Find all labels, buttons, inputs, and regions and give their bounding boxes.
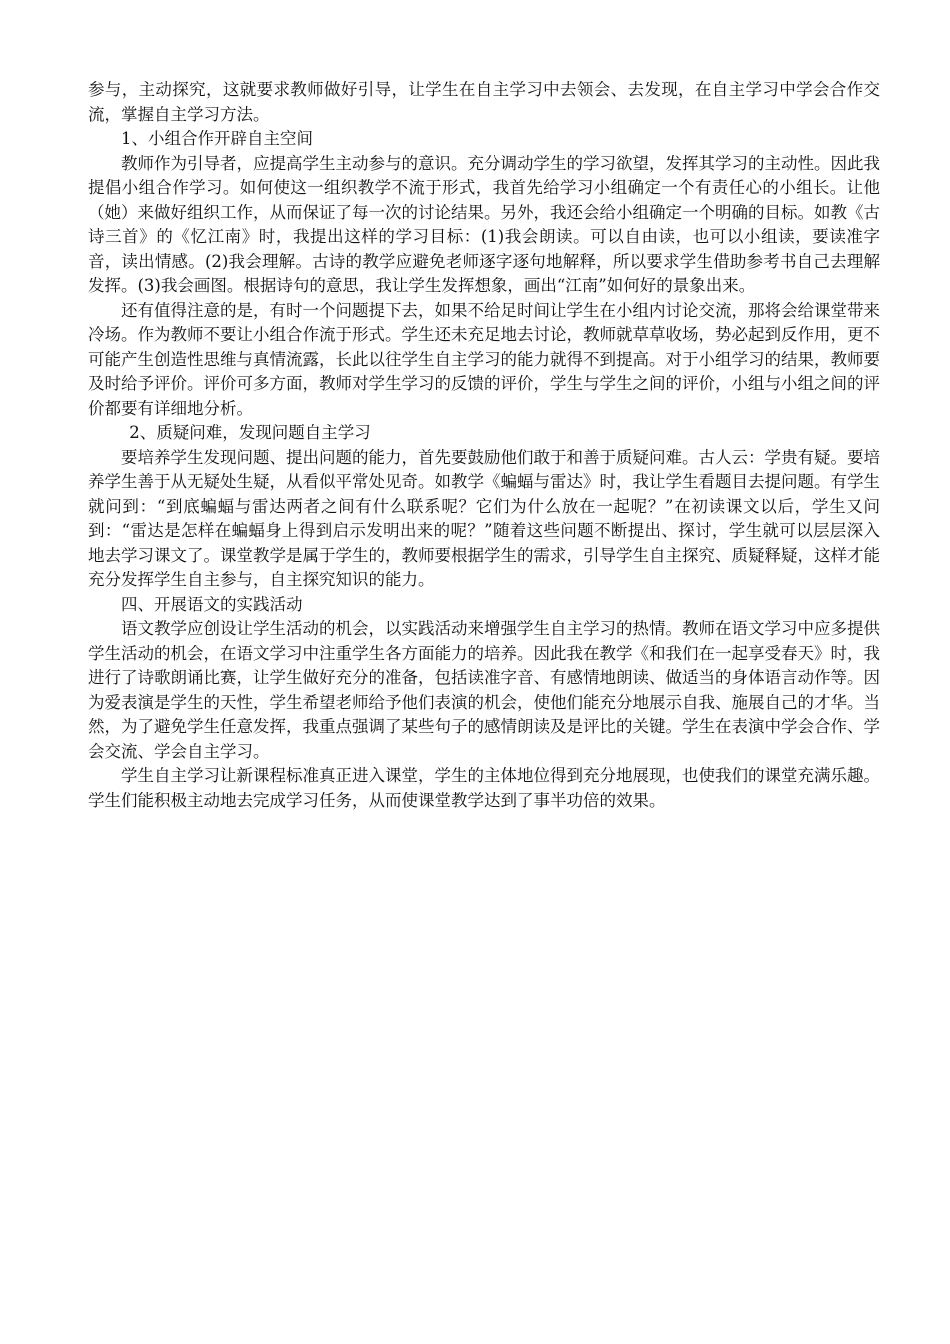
paragraph-questioning: 要培养学生发现问题、提出问题的能力，首先要鼓励他们敢于和善于质疑问难。古人云：学贵有疑。要培养学生善于从无疑处生疑，从看似平常处见奇。如教学《蝙蝠与雷达》时，我让学生看题目去提问题。有学生就问到：“到底蝙蝠与雷达两者之间有什么联系呢？它们为什么放在一起呢？”在初读课文以后，学生又问到：“雷达是怎样在蝙蝠身上得到启示发明出来的呢？”随着这些问题不断提出、探讨，学生就可以层层深入地去学习课文了。课堂教学是属于学生的，教师要根据学生的需求，引导学生自主探究、质疑释疑，这样才能充分发挥学生自主参与，自主探究知识的能力。 (88, 447, 880, 589)
section-heading-questioning: 2、质疑问难，发现问题自主学习 (129, 423, 371, 442)
section-heading-practice-activities: 四、开展语文的实践活动 (121, 594, 303, 614)
paragraph-discussion-time: 还有值得注意的是，有时一个问题提下去，如果不给足时间让学生在小组内讨论交流，那将会给课堂带来冷场。作为教师不要让小组合作流于形式。学生还未充足地去讨论，教师就草草收场，势必起到反作用，更不可能产生创造性思维与真情流露，长此以往学生自主学习的能力就得不到提高。对于小组学习的结果，教师要及时给予评价。评价可多方面，教师对学生学习的反馈的评价，学生与学生之间的评价，小组与小组之间的评价都要有详细地分析。 (88, 300, 880, 418)
document-page (88, 78, 880, 813)
paragraph-practice-activities: 语文教学应创设让学生活动的机会，以实践活动来增强学生自主学习的热情。教师在语文学习中应多提供学生活动的机会，在语文学习中注重学生各方面能力的培养。因此我在教学《和我们在一起享受春天》时，我进行了诗歌朗诵比赛，让学生做好充分的准备，包括读准字音、有感情地朗读、做适当的身体语言动作等。因为爱表演是学生的天性，学生希望老师给予他们表演的机会，使他们能充分地展示自我、施展自己的才华。当然，为了避免学生任意发挥，我重点强调了某些句子的感情朗读及是评比的关键。学生在表演中学会合作、学会交流、学会自主学习。 (88, 619, 880, 761)
paragraph-intro-continuation: 参与，主动探究，这就要求教师做好引导，让学生在自主学习中去领会、去发现，在自主学习中学会合作交流，掌握自主学习方法。 (88, 80, 880, 124)
section-heading-group-cooperation: 1、小组合作开辟自主空间 (121, 129, 313, 148)
paragraph-group-cooperation: 教师作为引导者，应提高学生主动参与的意识。充分调动学生的学习欲望，发挥其学习的主动性。因此我提倡小组合作学习。如何使这一组织教学不流于形式，我首先给学习小组确定一个有责任心的小组长。让他（她）来做好组织工作，从而保证了每一次的讨论结果。另外，我还会给小组确定一个明确的目标。如教《古诗三首》的《忆江南》时，我提出这样的学习目标：(1)我会朗读。可以自由读，也可以小组读，要读准字音，读出情感。(2)我会理解。古诗的教学应避免老师逐字逐句地解释，所以要求学生借助参考书自己去理解发挥。(3)我会画图。根据诗句的意思，我让学生发挥想象，画出“江南”如何好的景象出来。 (88, 153, 880, 295)
paragraph-conclusion: 学生自主学习让新课程标准真正进入课堂，学生的主体地位得到充分地展现，也使我们的课堂充满乐趣。学生们能积极主动地去完成学习任务，从而使课堂教学达到了事半功倍的效果。 (88, 766, 880, 810)
